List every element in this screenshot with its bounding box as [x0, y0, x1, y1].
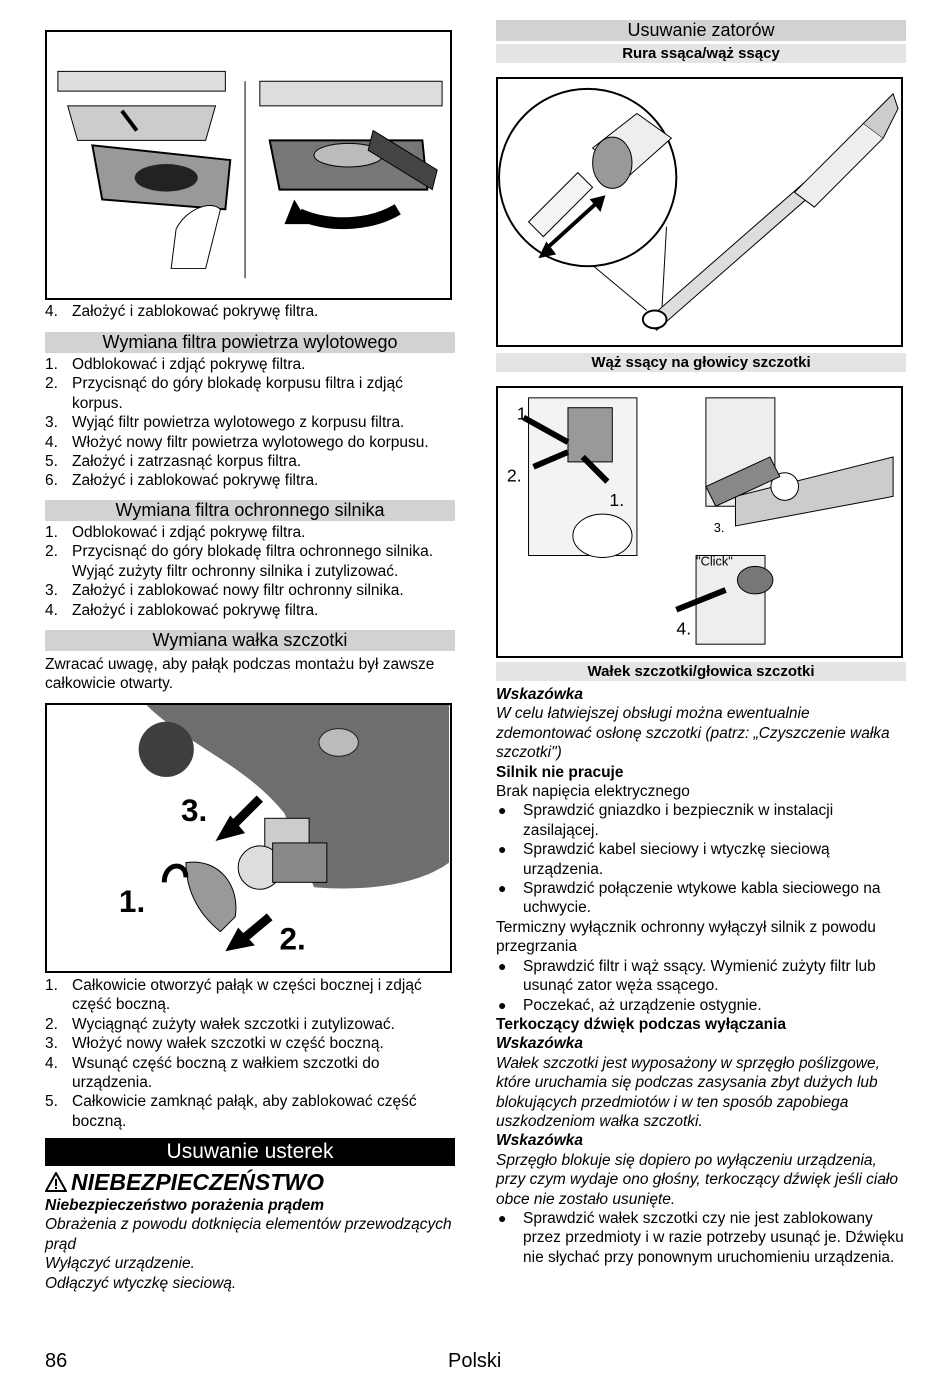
list-item: ● Sprawdzić filtr i wąż ssący. Wymienić zużyty filtr lub usunąć zator węża ssącego. — [496, 957, 906, 996]
figure-brush-roller — [45, 703, 452, 973]
brush-intro: Zwracać uwagę, aby pałąk podczas montażu był zawsze całkowicie otwarty. — [45, 656, 435, 693]
note-text: Wałek szczotki jest wyposażony w sprzęgło poślizgowe, które uruchamia się podczas zasysania zbyt dużych lub blokujących przedmiotów i w ten sposób zapobiega uszkodzeniom wałka szczotki. — [496, 1054, 880, 1130]
fig-label: 2. — [506, 465, 522, 486]
note-label: Wskazówka — [496, 686, 584, 703]
list-item: 1. Odblokować i zdjąć pokrywę filtra. — [45, 356, 306, 373]
list-item: 4. Założyć i zablokować pokrywę filtra. — [45, 303, 319, 320]
list-item: 3. Wyjąć filtr powietrza wylotowego z korpusu filtra. — [45, 414, 405, 432]
list-item: 3. Włożyć nowy wałek szczotki w część boczną. — [45, 1035, 384, 1053]
list-item: 6. Założyć i zablokować pokrywę filtra. — [45, 472, 319, 490]
hazard-name: Niebezpieczeństwo porażenia prądem — [45, 1197, 325, 1214]
fault-cause: Termiczny wyłącznik ochronny wyłączył silnik z powodu przegrzania — [496, 918, 876, 956]
fault-cause: Brak napięcia elektrycznego — [496, 783, 690, 801]
section-heading-exhaust-filter: Wymiana filtra powietrza wylotowego — [45, 332, 455, 353]
danger-line: Wyłączyć urządzenie. — [45, 1255, 195, 1273]
subheading-hose-brush-head: Wąż ssący na głowicy szczotki — [496, 353, 906, 372]
list-item: 5. Założyć i zatrzasnąć korpus filtra. — [45, 453, 302, 471]
fig-label: 1. — [609, 490, 625, 511]
fig-label: 2. — [279, 920, 306, 957]
fig-label: 4. — [676, 618, 692, 639]
note-text: W celu łatwiejszej obsługi można ewentualnie zdemontować osłonę szczotki (patrz: „Czyszczenie wałka szczotki") — [496, 705, 890, 762]
fault-title: Terkoczący dźwięk podczas wyłączania — [496, 1015, 787, 1033]
section-heading-troubleshooting: Usuwanie usterek — [45, 1138, 455, 1166]
list-item: 4. Włożyć nowy filtr powietrza wylotowego do korpusu. — [45, 433, 429, 451]
subheading-suction-tube: Rura ssąca/wąż ssący — [496, 44, 906, 63]
list-item: 4. Wsunąć część boczną z wałkiem szczotki do urządzenia. — [45, 1054, 380, 1092]
fig-label: 3. — [713, 519, 725, 535]
note-label: Wskazówka — [496, 1035, 584, 1053]
section-heading-brush-roller: Wymiana wałka szczotki — [45, 630, 455, 651]
danger-line: Odłączyć wtyczkę sieciową. — [45, 1274, 237, 1292]
fig-label: 1. — [118, 882, 146, 919]
figure-suction-tube — [496, 77, 903, 347]
fig-label: 1. — [516, 403, 532, 424]
list-item: 2. Wyciągnąć zużyty wałek szczotki i zutylizować. — [45, 1015, 395, 1033]
danger-line: Obrażenia z powodu dotknięcia elementów przewodzących prąd — [45, 1216, 452, 1253]
footer-language: Polski — [448, 1350, 502, 1372]
figure-filter-cover — [45, 30, 452, 300]
list-item: ● Poczekać, aż urządzenie ostygnie. — [496, 996, 906, 1015]
fig-label: "Click" — [696, 553, 733, 569]
list-item: 5. Całkowicie zamknąć pałąk, aby zablokować część boczną. — [45, 1093, 417, 1130]
fault-title: Silnik nie pracuje — [496, 763, 624, 781]
list-item: 3. Założyć i zablokować nowy filtr ochronny silnika. — [45, 582, 404, 600]
note-label: Wskazówka — [496, 1132, 584, 1150]
list-item: 1. Odblokować i zdjąć pokrywę filtra. — [45, 524, 306, 541]
list-item: ● Sprawdzić wałek szczotki czy nie jest zablokowany przez przedmioty i w razie potrzeby usunąć je. Dźwięku nie słychać przy ponownym uruchomieniu urządzenia. — [496, 1209, 906, 1267]
list-item: ● Sprawdzić kabel sieciowy i wtyczkę sieciową urządzenia. — [496, 840, 906, 879]
section-heading-blockages: Usuwanie zatorów — [496, 20, 906, 41]
list-item: 2. Przycisnąć do góry blokadę korpusu filtra i zdjąć korpus. — [45, 375, 403, 412]
warning-triangle-icon — [45, 1172, 67, 1192]
list-item: 2. Przycisnąć do góry blokadę filtra ochronnego silnika. Wyjąć zużyty filtr ochronny silnika i zutylizować. — [45, 543, 433, 580]
list-item: 4. Założyć i zablokować pokrywę filtra. — [45, 601, 319, 619]
page-number: 86 — [45, 1350, 68, 1372]
note-text: Sprzęgło blokuje się dopiero po wyłączeniu urządzenia, przy czym wydaje ono głośny, terkoczący dźwięk jeśli ciało obce nie zostało usunięte. — [496, 1151, 899, 1208]
section-heading-motor-filter: Wymiana filtra ochronnego silnika — [45, 500, 455, 521]
danger-heading: NIEBEZPIECZEŃSTWO — [45, 1168, 455, 1196]
list-item: 1. Całkowicie otworzyć pałąk w części bocznej i zdjąć część boczną. — [45, 977, 422, 1014]
fig-label: 3. — [181, 792, 208, 829]
figure-hose-brush-head — [496, 386, 903, 658]
list-item: ● Sprawdzić gniazdko i bezpiecznik w instalacji zasilającej. — [496, 801, 906, 840]
subheading-brush-roller-head: Wałek szczotki/głowica szczotki — [496, 662, 906, 681]
list-item: ● Sprawdzić połączenie wtykowe kabla sieciowego na uchwycie. — [496, 879, 906, 918]
